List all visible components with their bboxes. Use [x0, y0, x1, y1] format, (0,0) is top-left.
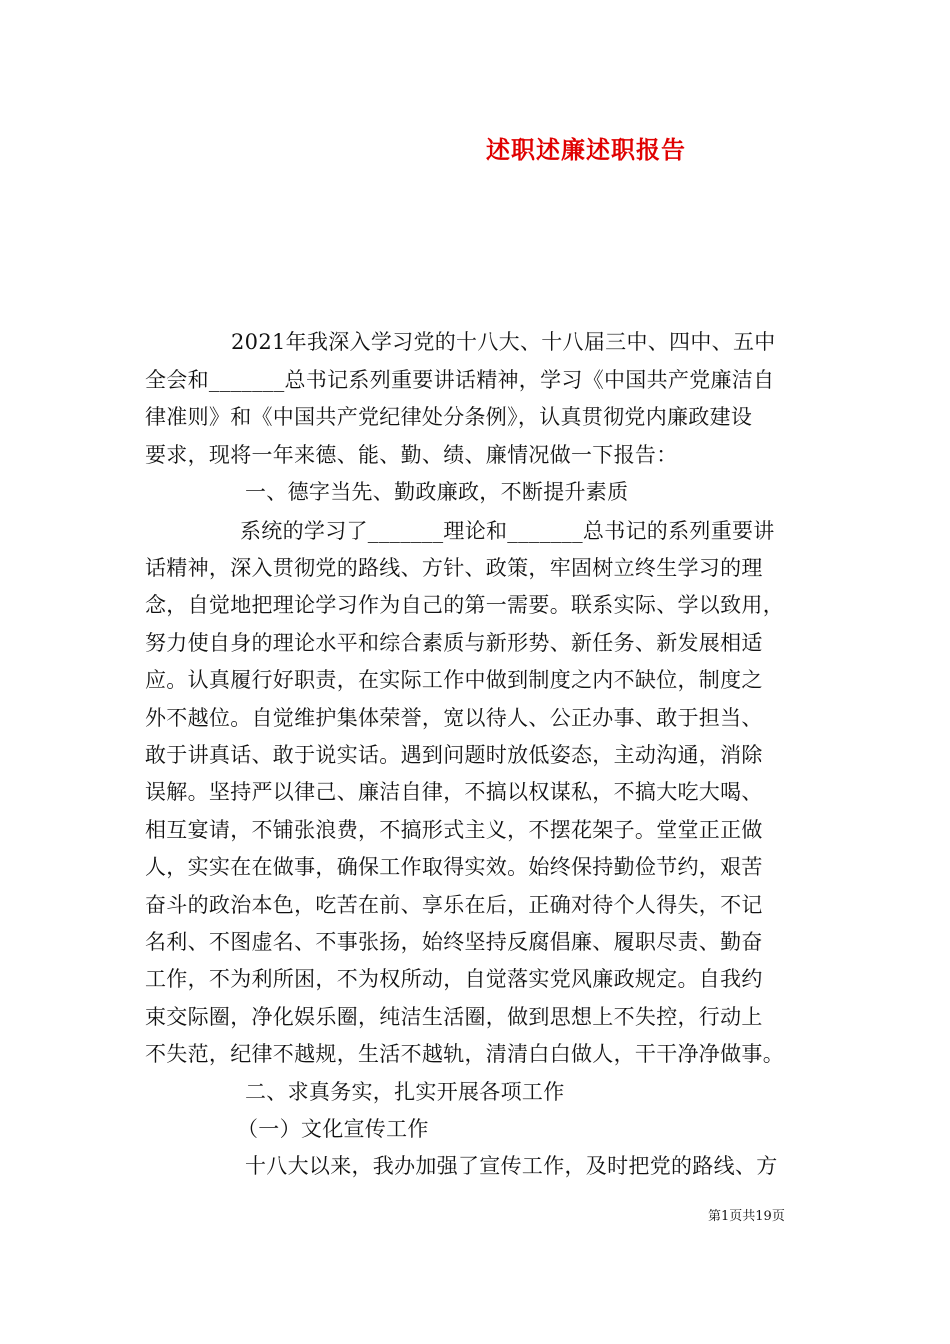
page-footer: [708, 1205, 785, 1224]
paragraph-line: 人，实实在在做事，确保工作取得实效。始终保持勤俭节约，艰苦: [145, 855, 763, 879]
paragraph-line: 念，自觉地把理论学习作为自己的第一需要。联系实际、学以致用，: [145, 593, 784, 617]
paragraph-line: 相互宴请，不铺张浪费，不搞形式主义，不摆花架子。堂堂正正做: [145, 818, 763, 842]
page-number: 第1页共19页: [708, 1209, 785, 1224]
subsection-heading: （一）文化宣传工作: [237, 1117, 429, 1141]
document-title: 述职述廉述职报告: [486, 135, 686, 164]
paragraph-line: 十八大以来，我办加强了宣传工作，及时把党的路线、方: [245, 1154, 778, 1178]
paragraph-line: 束交际圈，净化娱乐圈，纯洁生活圈，做到思想上不失控，行动上: [145, 1005, 763, 1029]
paragraph-line: 话精神，深入贯彻党的路线、方针、政策，牢固树立终生学习的理: [145, 556, 763, 580]
paragraph-line: 努力使自身的理论水平和综合素质与新形势、新任务、新发展相适: [145, 631, 763, 655]
section-heading: 二、求真务实，扎实开展各项工作: [245, 1080, 565, 1104]
paragraph-line: 系统的学习了_______理论和_______总书记的系列重要讲: [240, 519, 775, 543]
paragraph-line: 外不越位。自觉维护集体荣誉，宽以待人、公正办事、敢于担当、: [145, 706, 763, 730]
paragraph-line: 全会和_______总书记系列重要讲话精神，学习《中国共产党廉洁自: [145, 368, 775, 392]
paragraph-line: 误解。坚持严以律己、廉洁自律，不搞以权谋私，不搞大吃大喝、: [145, 780, 763, 804]
paragraph-line: 奋斗的政治本色，吃苦在前、享乐在后，正确对待个人得失，不记: [145, 893, 763, 917]
paragraph-line: 律准则》和《中国共产党纪律处分条例》，认真贯彻党内廉政建设: [145, 405, 753, 429]
paragraph-line: 敢于讲真话、敢于说实话。遇到问题时放低姿态，主动沟通，消除: [145, 743, 763, 767]
paragraph-line: 名利、不图虚名、不事张扬，始终坚持反腐倡廉、履职尽责、勤奋: [145, 930, 763, 954]
paragraph-line: 要求，现将一年来德、能、勤、绩、廉情况做一下报告：: [145, 443, 678, 467]
paragraph-line: 2021年我深入学习党的十八大、十八届三中、四中、五中: [231, 330, 776, 354]
paragraph-line: 不失范，纪律不越规，生活不越轨，清清白白做人，干干净净做事。: [145, 1042, 784, 1066]
section-heading: 一、德字当先、勤政廉政，不断提升素质: [245, 480, 629, 504]
paragraph-line: 工作，不为利所困，不为权所动，自觉落实党风廉政规定。自我约: [145, 967, 763, 991]
paragraph-line: 应。认真履行好职责，在实际工作中做到制度之内不缺位，制度之: [145, 668, 763, 692]
